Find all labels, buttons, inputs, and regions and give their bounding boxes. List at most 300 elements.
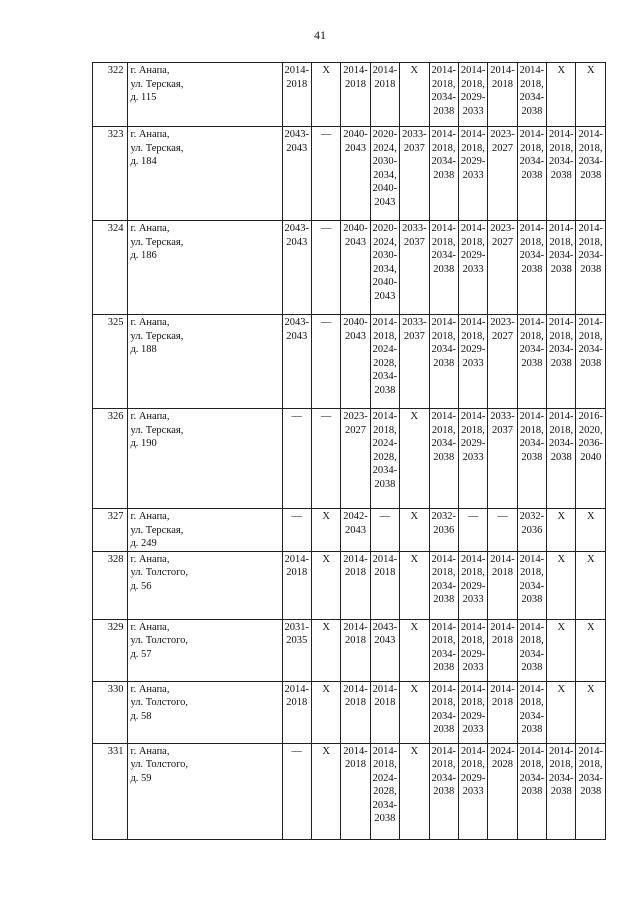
period-line: X [557, 683, 566, 695]
period-line: — [291, 511, 302, 522]
address-line: д. 190 [130, 438, 157, 449]
period-cell [576, 127, 606, 221]
row-number-cell: 330 [93, 681, 128, 743]
period-line: 2023- [490, 129, 515, 140]
period-line: 2018, [431, 142, 456, 154]
period-line: 2020- [372, 129, 398, 140]
period-cell [547, 127, 576, 221]
period-cell [429, 509, 458, 552]
period-line: 2033 [462, 263, 484, 275]
period-cell [547, 743, 576, 839]
period-cell [458, 681, 487, 743]
period-line: 2018, [461, 424, 485, 436]
row-number-cell: 327 [93, 509, 128, 552]
period-cell [341, 681, 370, 743]
period-line: X [557, 65, 566, 76]
period-cell [458, 63, 487, 127]
period-line: 2014- [490, 621, 515, 633]
period-line: 2038 [433, 169, 455, 181]
period-line: 2018 [374, 567, 396, 578]
period-cell [576, 509, 606, 552]
period-line: 2014- [460, 621, 486, 633]
period-cell [576, 619, 606, 681]
period-line: 2024- [372, 438, 398, 449]
period-line: 2018, [520, 567, 544, 578]
period-line: 2014- [460, 129, 486, 140]
period-line: 2018, [431, 330, 456, 342]
period-line: 2014- [460, 553, 486, 565]
period-cell [370, 681, 399, 743]
period-cell [458, 619, 487, 681]
address-cell [128, 315, 282, 409]
period-line: 2043 [286, 142, 308, 154]
period-line: X [322, 553, 330, 565]
period-cell [370, 63, 399, 127]
period-line: 2014- [460, 317, 486, 328]
period-cell [547, 221, 576, 315]
period-cell [400, 221, 429, 315]
period-line: — [467, 511, 479, 522]
period-line: 2034- [519, 250, 545, 261]
period-line: 2018, [549, 142, 574, 154]
period-cell [400, 743, 429, 839]
period-cell [400, 409, 429, 509]
period-line: 2032- [519, 511, 545, 522]
period-line: 2043 [345, 142, 367, 154]
period-cell [370, 315, 399, 409]
address-cell [128, 221, 282, 315]
period-line: 2018, [520, 635, 544, 646]
period-cell [311, 63, 340, 127]
period-line: 2014- [431, 683, 456, 695]
period-line: 2014- [460, 65, 486, 76]
period-cell [488, 743, 517, 839]
period-line: 2034, [373, 263, 397, 275]
period-line: 2014- [343, 683, 368, 695]
period-cell [517, 221, 546, 315]
period-line: 2027 [491, 330, 513, 342]
period-cell [311, 681, 340, 743]
period-line: 2029- [460, 710, 486, 722]
period-line: 2038 [521, 105, 543, 117]
period-line: 2043 [374, 196, 396, 208]
period-line: — [320, 411, 332, 422]
period-cell [517, 127, 546, 221]
period-line: 2034- [519, 92, 545, 103]
period-line: 2014- [490, 683, 515, 695]
period-line: 2018, [373, 424, 397, 436]
address-line: г. Анапа, [130, 129, 170, 140]
period-line: 2018 [345, 635, 367, 646]
period-line: 2014- [578, 223, 603, 234]
address-line: ул. Толстого, [130, 759, 189, 770]
period-cell [517, 743, 546, 839]
period-line: X [586, 65, 595, 76]
address-cell [128, 127, 282, 221]
period-line: X [410, 745, 419, 757]
period-line: — [320, 223, 332, 234]
period-line: 2018 [286, 78, 308, 90]
address-line: ул. Толстого, [130, 567, 189, 578]
period-cell [429, 743, 458, 839]
table-row [93, 551, 606, 619]
period-line: 2034- [519, 772, 545, 784]
period-cell [311, 315, 340, 409]
address-line: ул. Терская, [130, 424, 184, 436]
table-row [93, 509, 606, 552]
period-line: 2038 [374, 813, 396, 824]
address-line: г. Анапа, [130, 745, 170, 757]
period-line: 2038 [433, 662, 455, 673]
period-line: 2014- [549, 223, 574, 234]
period-line: 2014- [460, 683, 486, 695]
period-line: 2014- [519, 129, 545, 140]
period-line: X [557, 511, 566, 522]
period-line: 2014- [343, 621, 368, 633]
period-line: 2018, [520, 424, 544, 436]
period-line: 2029- [460, 438, 486, 449]
address-line: ул. Толстого, [130, 697, 189, 708]
period-line: 2043 [374, 290, 396, 302]
period-line: 2036 [433, 524, 455, 536]
address-line: д. 59 [130, 772, 152, 784]
period-cell [429, 551, 458, 619]
period-cell [311, 551, 340, 619]
period-line: 2018, [461, 697, 485, 708]
period-cell [488, 681, 517, 743]
period-line: 2034- [578, 250, 603, 261]
address-line: г. Анапа, [130, 411, 170, 422]
period-cell [429, 127, 458, 221]
period-cell [282, 681, 311, 743]
period-line: 2033 [462, 105, 484, 117]
period-cell [400, 681, 429, 743]
period-line: 2018, [520, 142, 544, 154]
period-line: 2014- [372, 745, 398, 757]
address-cell [128, 63, 282, 127]
period-line: 2043- [284, 223, 309, 234]
period-cell [400, 551, 429, 619]
period-line: 2040- [372, 277, 398, 288]
period-line: X [410, 65, 419, 76]
period-line: 2034- [372, 465, 398, 476]
address-line: д. 184 [130, 156, 157, 167]
table-row [93, 63, 606, 127]
period-cell [341, 743, 370, 839]
period-cell [282, 127, 311, 221]
period-cell [370, 551, 399, 619]
period-line: 2040- [343, 223, 368, 234]
address-line: ул. Терская, [130, 78, 184, 90]
period-cell [282, 509, 311, 552]
period-line: 2034- [431, 772, 456, 784]
period-line: X [322, 745, 330, 757]
period-cell [341, 63, 370, 127]
period-line: 2018, [431, 567, 456, 578]
period-line: 2034- [519, 648, 545, 660]
period-line: 2014- [431, 745, 456, 757]
period-cell [311, 127, 340, 221]
period-line: 2029- [460, 344, 486, 355]
period-line: 2014- [431, 65, 456, 76]
period-cell [429, 681, 458, 743]
period-cell [341, 221, 370, 315]
period-line: 2038 [550, 169, 572, 181]
period-cell [341, 551, 370, 619]
period-line: 2036 [521, 524, 543, 536]
period-cell [458, 551, 487, 619]
period-line: — [497, 511, 508, 522]
period-cell [517, 681, 546, 743]
period-cell [370, 127, 399, 221]
period-line: 2043- [284, 317, 309, 328]
period-line: 2024- [372, 344, 398, 355]
period-line: 2029- [460, 156, 486, 167]
period-line: 2018, [578, 142, 603, 154]
period-line: 2043- [284, 129, 309, 140]
period-line: 2027 [345, 424, 367, 436]
period-line: 2018, [520, 78, 544, 90]
period-line: 2018, [461, 236, 485, 248]
period-line: 2038 [580, 357, 602, 369]
period-cell [488, 409, 517, 509]
table-row [93, 681, 606, 743]
period-line: X [322, 511, 330, 522]
period-line: 2040- [343, 317, 368, 328]
period-line: 2014- [431, 129, 456, 140]
period-cell [517, 63, 546, 127]
period-cell [311, 409, 340, 509]
period-line: 2034- [431, 438, 456, 449]
period-cell [282, 315, 311, 409]
period-cell [429, 619, 458, 681]
period-line: 2028, [373, 786, 397, 797]
period-line: 2038 [433, 724, 455, 735]
period-line: 2018, [578, 330, 603, 342]
period-line: 2029- [460, 772, 486, 784]
table-row [93, 315, 606, 409]
period-cell [429, 63, 458, 127]
period-line: 2018 [491, 78, 513, 90]
period-line: 2034- [519, 438, 545, 449]
period-line: 2024, [373, 142, 397, 154]
period-line: 2036- [578, 438, 603, 449]
period-line: 2038 [521, 724, 543, 735]
period-line: 2038 [580, 263, 602, 275]
period-line: 2014- [343, 745, 368, 757]
period-line: X [410, 683, 419, 695]
period-cell [517, 509, 546, 552]
period-line: 2018, [461, 78, 485, 90]
period-line: 2043 [374, 635, 396, 646]
period-cell [458, 509, 487, 552]
period-line: 2018 [374, 697, 396, 708]
period-line: X [410, 553, 419, 565]
period-line: 2018 [286, 567, 308, 578]
period-line: 2014- [372, 317, 398, 328]
period-line: 2014- [549, 411, 574, 422]
period-line: 2043- [372, 621, 398, 633]
period-line: 2028, [373, 451, 397, 463]
period-line: 2014- [372, 683, 398, 695]
address-line: ул. Толстого, [130, 635, 189, 646]
address-line: д. 186 [130, 250, 157, 261]
period-cell [400, 509, 429, 552]
period-line: 2014- [578, 317, 603, 328]
period-line: 2014- [284, 553, 309, 565]
period-cell [282, 409, 311, 509]
period-line: 2034- [549, 344, 574, 355]
period-line: 2014- [519, 317, 545, 328]
address-cell [128, 619, 282, 681]
period-line: 2014- [519, 553, 545, 565]
period-cell [547, 619, 576, 681]
period-line: 2018, [461, 567, 485, 578]
address-line: ул. Терская, [130, 524, 184, 536]
period-line: 2038 [433, 357, 455, 369]
table-row [93, 619, 606, 681]
period-cell [576, 221, 606, 315]
period-line: 2043 [286, 236, 308, 248]
period-line: 2018 [345, 78, 367, 90]
period-line: 2029- [460, 580, 486, 592]
period-line: 2014- [490, 65, 515, 76]
period-line: 2014- [343, 553, 368, 565]
period-line: 2034- [431, 580, 456, 592]
period-line: 2027 [491, 142, 513, 154]
period-line: 2014- [431, 317, 456, 328]
period-line: 2038 [374, 478, 396, 490]
period-cell [488, 63, 517, 127]
period-line: 2018, [431, 236, 456, 248]
period-line: — [291, 745, 302, 757]
period-line: 2031- [284, 621, 309, 633]
address-line: г. Анапа, [130, 223, 170, 234]
period-line: 2037 [491, 424, 513, 436]
period-cell [458, 127, 487, 221]
row-number-cell: 322 [93, 63, 128, 127]
period-cell [517, 409, 546, 509]
address-line: ул. Терская, [130, 142, 184, 154]
period-line: 2038 [433, 105, 455, 117]
period-line: 2016- [578, 411, 603, 422]
period-line: 2014- [578, 129, 603, 140]
address-line: ул. Терская, [130, 236, 184, 248]
period-cell [400, 63, 429, 127]
period-line: X [586, 683, 595, 695]
period-cell [576, 743, 606, 839]
address-cell [128, 681, 282, 743]
period-line: 2034- [549, 250, 574, 261]
address-line: г. Анапа, [130, 511, 170, 522]
period-line: 2035 [286, 635, 308, 646]
period-line: X [586, 621, 595, 633]
period-line: 2018, [520, 236, 544, 248]
period-line: 2014- [460, 223, 486, 234]
period-line: X [586, 511, 595, 522]
period-line: 2033- [402, 223, 427, 234]
period-line: 2014- [460, 411, 486, 422]
address-line: г. Анапа, [130, 65, 170, 76]
period-line: 2018, [549, 424, 574, 436]
address-line: г. Анапа, [130, 621, 170, 633]
period-line: X [557, 621, 566, 633]
repair-schedule-table [92, 62, 606, 840]
period-cell [282, 551, 311, 619]
address-line: д. 115 [130, 92, 157, 103]
period-line: 2034- [372, 799, 398, 811]
period-line: 2014- [372, 65, 398, 76]
period-line: 2034- [431, 156, 456, 167]
period-line: 2014- [460, 745, 486, 757]
period-line: 2038 [521, 357, 543, 369]
period-cell [282, 619, 311, 681]
period-line: 2037 [403, 236, 425, 248]
period-cell [341, 409, 370, 509]
period-line: 2040- [372, 183, 398, 194]
period-line: 2038 [521, 786, 543, 797]
period-line: 2018 [345, 567, 367, 578]
period-cell [547, 509, 576, 552]
period-line: 2033 [462, 662, 484, 673]
period-cell [488, 221, 517, 315]
address-line: д. 58 [130, 710, 152, 722]
period-cell [370, 619, 399, 681]
period-line: 2030- [372, 156, 398, 167]
period-line: 2024, [373, 236, 397, 248]
row-number-cell: 326 [93, 409, 128, 509]
period-line: 2023- [490, 317, 515, 328]
period-cell [517, 619, 546, 681]
table-row [93, 743, 606, 839]
period-line: 2033 [462, 451, 484, 463]
period-cell [429, 409, 458, 509]
period-line: 2018, [461, 330, 485, 342]
period-line: 2034- [519, 710, 545, 722]
period-cell [576, 315, 606, 409]
period-cell [341, 509, 370, 552]
period-line: 2014- [431, 553, 456, 565]
address-line: г. Анапа, [130, 683, 170, 695]
period-line: 2034- [431, 250, 456, 261]
period-line: 2014- [549, 745, 574, 757]
period-line: 2034- [578, 772, 603, 784]
period-line: 2014- [431, 223, 456, 234]
period-line: 2038 [433, 786, 455, 797]
period-cell [400, 619, 429, 681]
table-row [93, 409, 606, 509]
period-line: 2038 [550, 786, 572, 797]
period-line: 2038 [521, 263, 543, 275]
period-line: 2018 [491, 697, 513, 708]
period-cell [458, 409, 487, 509]
period-line: 2018, [578, 236, 603, 248]
period-line: 2014- [372, 411, 398, 422]
period-line: 2014- [519, 745, 545, 757]
period-cell [311, 743, 340, 839]
period-cell [488, 509, 517, 552]
period-line: 2043 [345, 236, 367, 248]
period-line: 2018 [491, 635, 513, 646]
address-cell [128, 743, 282, 839]
period-line: 2018, [431, 424, 456, 436]
period-line: 2014- [284, 65, 309, 76]
period-line: X [322, 621, 330, 633]
period-line: 2014- [343, 65, 368, 76]
address-line: ул. Терская, [130, 330, 184, 342]
period-line: X [410, 511, 419, 522]
period-line: 2038 [550, 357, 572, 369]
